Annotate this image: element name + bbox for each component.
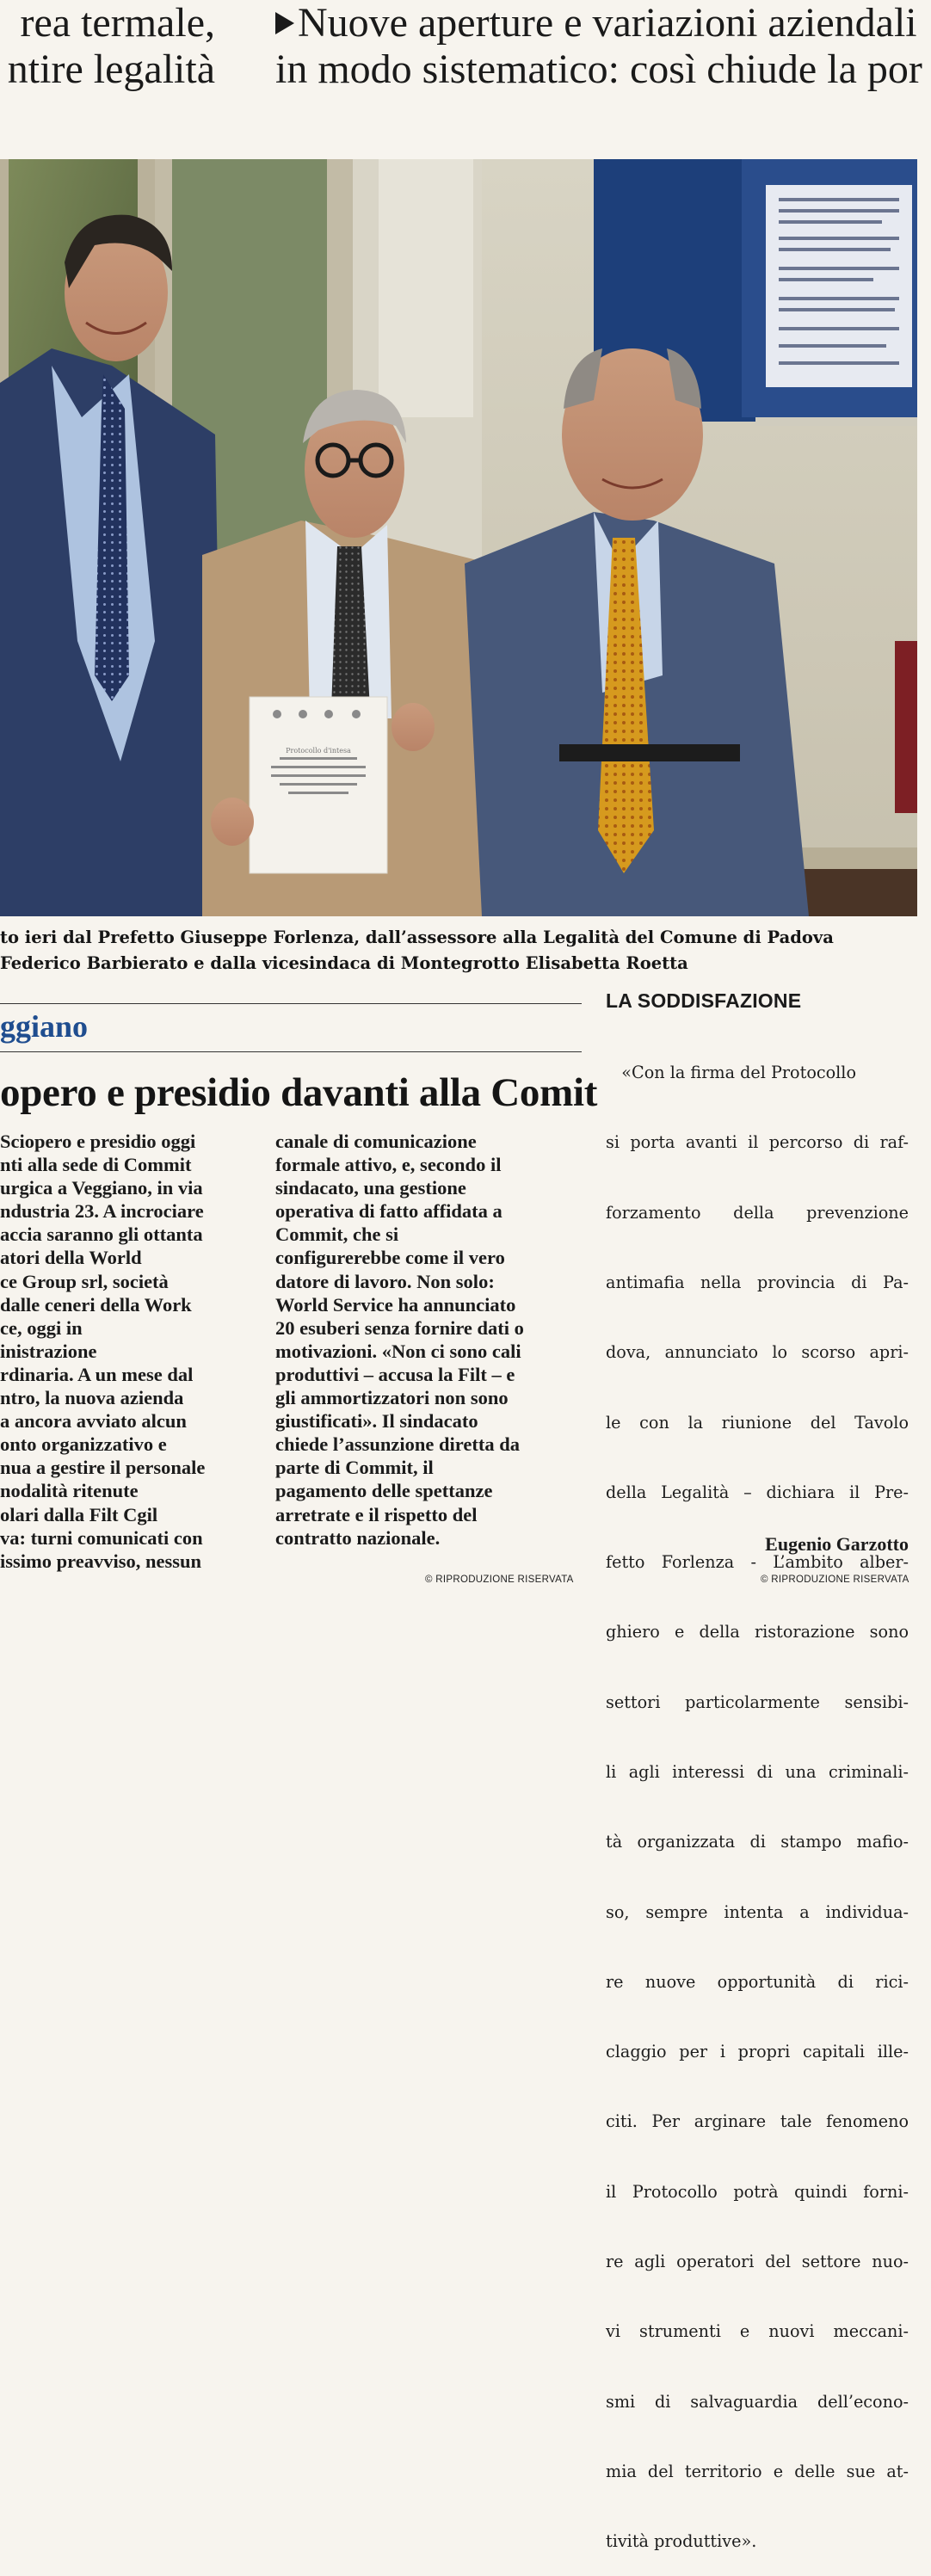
text-line: atori della World: [0, 1247, 142, 1269]
headline-right: [275, 0, 931, 93]
text-line: nua a gestire il personale: [0, 1457, 206, 1479]
text-line: giustificati». Il sindacato: [275, 1410, 478, 1433]
caption-line: Federico Barbierato e dalla vicesindaca di Montegrotto Elisabetta Roetta: [0, 953, 688, 973]
caption-line: to ieri dal Prefetto Giuseppe Forlenza, dall’assessore alla Legalità del Comune di Padova: [0, 927, 834, 947]
text-line: dalle ceneri della Work: [0, 1293, 192, 1316]
text-line: onto organizzativo e: [0, 1433, 167, 1456]
triangle-bullet-icon: [275, 12, 294, 34]
text-line: antimafia nella provincia di Pa-: [606, 1273, 909, 1293]
text-line: formale attivo, e, secondo il: [275, 1154, 502, 1176]
text-line: ntro, la nuova azienda: [0, 1387, 184, 1409]
text-line: della Legalità – dichiara il Pre-: [606, 1482, 909, 1502]
text-line: Sciopero e presidio oggi: [0, 1131, 196, 1152]
text-line: re agli operatori del settore nuo-: [606, 2251, 909, 2271]
text-line: forzamento della prevenzione: [606, 1202, 909, 1223]
text-line: re nuove opportunità di rici-: [606, 1971, 909, 1992]
text-line: ce Group srl, società: [0, 1270, 169, 1292]
photo-caption: [0, 925, 921, 977]
headline-left-line: rea termale,: [20, 0, 215, 46]
text-line: citi. Per arginare tale fenomeno: [606, 2111, 909, 2132]
text-line: tà organizzata di stampo mafio-: [606, 1832, 909, 1852]
text-line: issimo preavviso, nessun: [0, 1550, 202, 1572]
text-line: mia del territorio e delle sue at-: [606, 2461, 909, 2481]
sidebar-heading: LA SODDISFAZIONE: [606, 989, 802, 1012]
text-line: urgica a Veggiano, in via: [0, 1177, 203, 1199]
text-line: produttivi – accusa la Filt – e: [275, 1363, 515, 1385]
text-line: settori particolarmente sensibi-: [606, 1692, 909, 1712]
article-column-1: [0, 1130, 258, 1573]
photo-document-title: Protocollo d'intesa: [286, 747, 351, 755]
text-line: smi di salvaguardia dell’econo-: [606, 2391, 909, 2412]
text-line: il Protocollo potrà quindi forni-: [606, 2181, 909, 2202]
text-line: a ancora avviato alcun: [0, 1410, 187, 1433]
headline-left: [0, 0, 215, 93]
divider: [0, 1051, 582, 1052]
text-line: World Service ha annunciato: [275, 1293, 516, 1316]
article-column-2: [275, 1130, 585, 1550]
text-line: gli ammortizzatori non sono: [275, 1387, 509, 1409]
headline-right-line: [275, 0, 931, 46]
text-line: 20 esuberi senza fornire dati o: [275, 1316, 524, 1339]
text-line: nti alla sede di Commit: [0, 1154, 192, 1176]
text-line: configurerebbe come il vero: [275, 1247, 505, 1269]
text-line: ndustria 23. A incrociare: [0, 1200, 204, 1223]
text-line: fetto Forlenza - L’ambito alber-: [606, 1552, 909, 1573]
text-line: tività produttive».: [606, 2531, 757, 2552]
byline: Eugenio Garzotto: [765, 1533, 909, 1555]
article-title: opero e presidio davanti alla Comit: [0, 1070, 598, 1115]
text-line: si porta avanti il percorso di raf-: [606, 1132, 909, 1153]
text-line: ghiero e della ristorazione sono: [606, 1622, 909, 1642]
text-line: operativa di fatto affidata a: [275, 1200, 502, 1223]
text-line: pagamento delle spettanze: [275, 1480, 493, 1502]
text-line: chiede l’assunzione diretta da: [275, 1433, 520, 1456]
article-copyright: © RIPRODUZIONE RISERVATA: [425, 1575, 574, 1585]
headline-right-text: Nuove aperture e variazioni aziendali: [298, 0, 917, 46]
text-line: rdinaria. A un mese dal: [0, 1363, 194, 1385]
text-line: li agli interessi di una criminali-: [606, 1762, 909, 1782]
text-line: sindacato, una gestione: [275, 1177, 466, 1199]
headline-left-line: ntire legalità: [7, 46, 215, 92]
text-line: accia saranno gli ottanta: [0, 1223, 203, 1246]
text-line: Commit, che si: [275, 1223, 399, 1246]
text-line: ce, oggi in: [0, 1316, 83, 1339]
text-line: inistrazione: [0, 1340, 97, 1362]
photo-illustration: [0, 159, 917, 916]
news-photo: [0, 159, 917, 916]
text-line: claggio per i propri capitali ille-: [606, 2042, 909, 2062]
text-line: parte di Commit, il: [275, 1457, 434, 1479]
headline-right-line: in modo sistematico: così chiude la por: [275, 46, 922, 92]
divider: [0, 1003, 582, 1004]
section-tag: ggiano: [0, 1009, 89, 1044]
text-line: arretrate e il rispetto del: [275, 1503, 478, 1525]
text-line: olari dalla Filt Cgil: [0, 1503, 158, 1525]
text-line: contratto nazionale.: [275, 1526, 441, 1549]
text-line: dova, annunciato lo scorso apri-: [606, 1342, 909, 1363]
text-line: va: turni comunicati con: [0, 1526, 203, 1549]
text-line: le con la riunione del Tavolo: [606, 1412, 909, 1433]
text-line: vi strumenti e nuovi meccani-: [606, 2321, 909, 2342]
text-line: datore di lavoro. Non solo:: [275, 1270, 495, 1292]
text-line: «Con la firma del Protocollo: [606, 1063, 856, 1083]
text-line: motivazioni. «Non ci sono cali: [275, 1340, 521, 1362]
sidebar-text: [606, 1014, 909, 2576]
text-line: so, sempre intenta a individua-: [606, 1901, 909, 1922]
text-line: canale di comunicazione: [275, 1131, 477, 1152]
sidebar-copyright: © RIPRODUZIONE RISERVATA: [761, 1575, 909, 1585]
text-line: nodalità ritenute: [0, 1480, 139, 1502]
